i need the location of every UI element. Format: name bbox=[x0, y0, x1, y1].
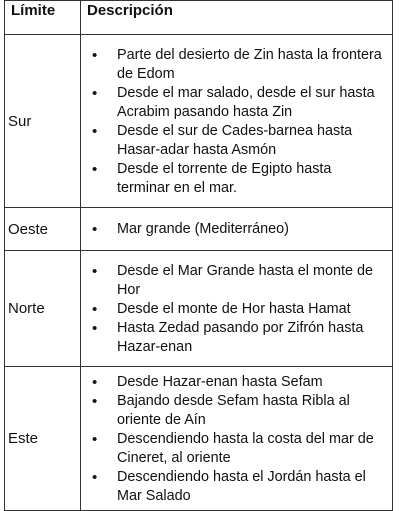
bullet-icon: • bbox=[92, 262, 98, 280]
header-limit: Límite bbox=[5, 1, 81, 35]
description-list bbox=[81, 46, 386, 198]
list-item-text: Desde Hazar-enan hasta Sefam bbox=[117, 373, 323, 390]
description-list bbox=[81, 262, 386, 357]
list-item-text: Mar grande (Mediterráneo) bbox=[117, 221, 289, 237]
table-row-norte bbox=[5, 251, 393, 367]
list-item bbox=[81, 122, 386, 160]
bullet-icon: • bbox=[92, 84, 98, 102]
bullet-icon: • bbox=[92, 373, 98, 391]
list-item bbox=[81, 392, 386, 430]
table-row-sur bbox=[5, 35, 393, 208]
list-item bbox=[81, 468, 386, 506]
bullet-icon: • bbox=[92, 392, 98, 410]
list-item bbox=[81, 300, 386, 319]
table-header-row bbox=[5, 1, 393, 35]
description-list bbox=[81, 373, 386, 506]
list-item bbox=[81, 319, 386, 357]
list-item-text: Desde el torrente de Egipto hasta terminar en el mar. bbox=[117, 160, 332, 196]
list-item bbox=[81, 373, 386, 392]
bullet-icon: • bbox=[92, 46, 98, 64]
header-description: Descripción bbox=[81, 1, 393, 35]
bullet-icon: • bbox=[92, 300, 98, 318]
list-item bbox=[81, 84, 386, 122]
bullet-icon: • bbox=[92, 430, 98, 448]
list-item-text: Descendiendo hasta el Jordán hasta el Mar Salado bbox=[117, 468, 366, 504]
list-item bbox=[81, 220, 386, 239]
list-item-text: Desde el Mar Grande hasta el monte de Hor bbox=[117, 262, 373, 298]
list-item bbox=[81, 430, 386, 468]
list-item-text: Desde el monte de Hor hasta Hamat bbox=[117, 300, 351, 317]
bullet-icon: • bbox=[92, 319, 98, 337]
description-cell bbox=[81, 251, 393, 367]
list-item-text: Desde el sur de Cades-barnea hasta Hasar-adar hasta Asmón bbox=[117, 122, 353, 158]
description-cell bbox=[81, 35, 393, 208]
boundaries-table bbox=[4, 0, 393, 511]
list-item bbox=[81, 160, 386, 198]
table-row-oeste bbox=[5, 208, 393, 251]
limit-cell: Sur bbox=[5, 35, 81, 208]
bullet-icon: • bbox=[92, 221, 98, 238]
list-item bbox=[81, 46, 386, 84]
bullet-icon: • bbox=[92, 468, 98, 486]
bullet-icon: • bbox=[92, 122, 98, 140]
list-item-text: Descendiendo hasta la costa del mar de Cineret, al oriente bbox=[117, 430, 374, 466]
list-item-text: Bajando desde Sefam hasta Ribla al oriente de Aín bbox=[117, 392, 350, 428]
list-item-text: Hasta Zedad pasando por Zifrón hasta Hazar-enan bbox=[117, 319, 364, 355]
description-cell bbox=[81, 208, 393, 251]
description-list bbox=[81, 220, 386, 239]
list-item-text: Desde el mar salado, desde el sur hasta Acrabim pasando hasta Zin bbox=[117, 84, 375, 120]
limit-cell: Norte bbox=[5, 251, 81, 367]
bullet-icon: • bbox=[92, 160, 98, 178]
list-item bbox=[81, 262, 386, 300]
limit-cell: Oeste bbox=[5, 208, 81, 251]
limit-cell: Este bbox=[5, 367, 81, 511]
list-item-text: Parte del desierto de Zin hasta la frontera de Edom bbox=[117, 46, 382, 82]
